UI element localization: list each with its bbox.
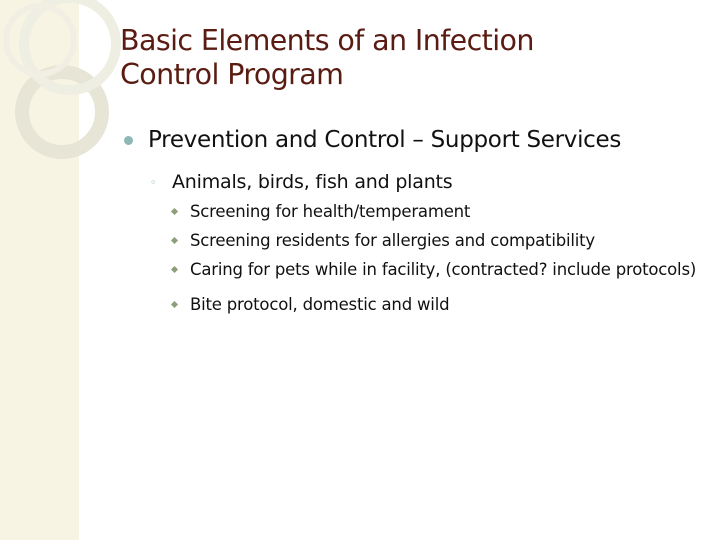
bullet-level-2-text: Animals, birds, fish and plants [172,171,453,193]
bullet-level-3-text: Screening for health/temperament [190,202,471,221]
filled-circle-icon [124,136,133,145]
bullet-level-3-text: Caring for pets while in facility, (contracted? include protocols) [190,260,697,279]
bullet-level-3-item [172,293,700,316]
ring-bullet-icon: ◦ [150,176,157,189]
small-diamond-icon [171,237,178,244]
bullet-level-3-list [172,200,700,316]
small-diamond-icon [171,301,178,308]
bullet-level-3-item [172,200,700,223]
small-diamond-icon [171,266,178,273]
bullet-level-2 [148,168,700,196]
bullet-level-1-text: Prevention and Control – Support Services [148,127,622,153]
title-line-2: Control Program [120,58,344,91]
bullet-level-3-item [172,229,700,252]
small-diamond-icon [171,208,178,215]
slide-title [120,24,680,92]
slide-content [120,122,700,328]
bullet-level-3-text: Screening residents for allergies and compatibility [190,231,595,250]
title-line-1: Basic Elements of an Infection [120,24,534,57]
bullet-level-3-item [172,258,700,281]
bullet-level-3-text: Bite protocol, domestic and wild [190,295,450,314]
bullet-level-1 [120,122,700,158]
